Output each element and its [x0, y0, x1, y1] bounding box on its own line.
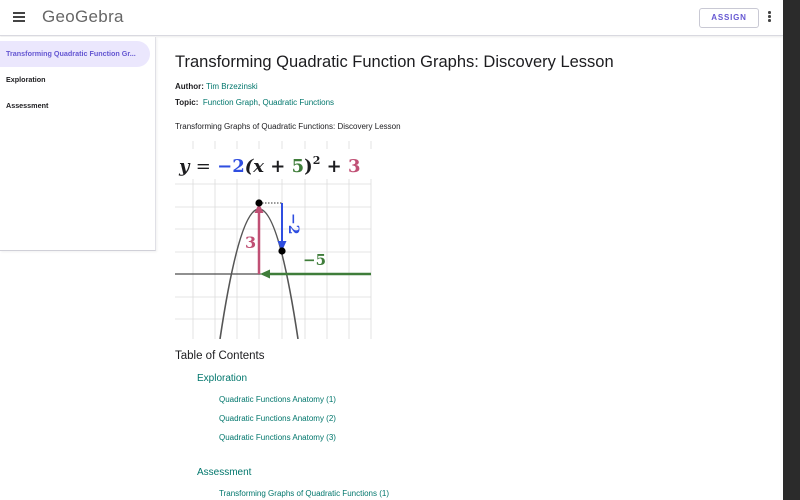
toc-item[interactable]: Quadratic Functions Anatomy (1) [219, 395, 336, 404]
quadratic-transformation-graphic [175, 141, 373, 339]
toc-chapter-exploration[interactable]: Exploration [197, 373, 248, 384]
shifted-point [278, 247, 285, 254]
sidebar-item-assessment[interactable]: Assessment [6, 101, 49, 110]
toc-item[interactable]: Quadratic Functions Anatomy (3) [219, 433, 336, 442]
author-line [175, 82, 258, 91]
topic-link-quadratic-functions[interactable]: Quadratic Functions [262, 98, 335, 107]
page-title: Transforming Quadratic Function Graphs: Discovery Lesson [175, 53, 614, 71]
hamburger-menu-icon[interactable] [13, 12, 25, 22]
vertical-shift-label: 3 [245, 233, 257, 252]
sidebar-item-exploration[interactable]: Exploration [6, 75, 46, 84]
topic-link-function-graph[interactable]: Function Graph [202, 98, 258, 107]
equation: y = −2(x + 5)$^2$ + 3 [179, 154, 361, 177]
top-bar [0, 0, 783, 36]
topic-line [175, 98, 334, 107]
toc-chapter-assessment[interactable]: Assessment [197, 467, 252, 478]
scrollbar[interactable] [783, 0, 800, 500]
stretch-label: −2 [285, 213, 301, 235]
sidebar [0, 37, 156, 251]
more-options-icon[interactable] [768, 11, 772, 25]
sidebar-item-lesson[interactable]: Transforming Quadratic Function Gr... [0, 41, 150, 67]
horizontal-shift-label: −5 [303, 251, 327, 269]
toc-title: Table of Contents [175, 350, 265, 362]
author-label: Author: [175, 82, 204, 91]
toc-item[interactable]: Transforming Graphs of Quadratic Functions (1) [219, 489, 389, 498]
assign-button[interactable]: ASSIGN [699, 8, 759, 28]
topic-label: Topic: [175, 98, 199, 107]
main-content [175, 36, 775, 500]
topic-separator: , [258, 98, 261, 107]
author-link[interactable]: Tim Brzezinski [205, 82, 258, 91]
geogebra-logo[interactable]: GeoGebra [42, 7, 124, 26]
toc-item[interactable]: Quadratic Functions Anatomy (2) [219, 414, 336, 423]
lesson-description: Transforming Graphs of Quadratic Functions: Discovery Lesson [175, 122, 401, 131]
vertex-point [255, 199, 262, 206]
